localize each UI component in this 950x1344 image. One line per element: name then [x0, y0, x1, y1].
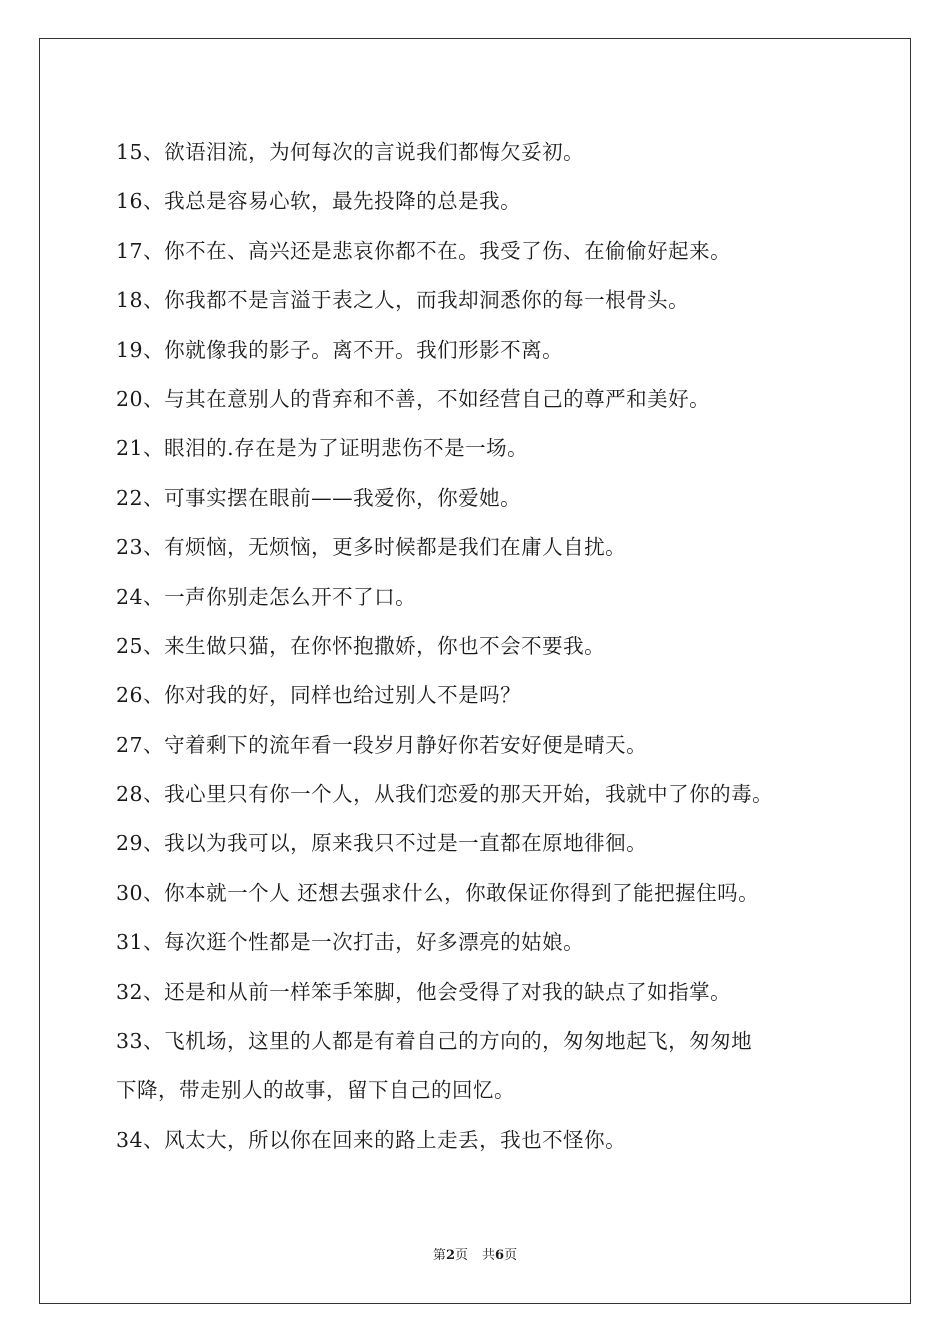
text-line-17: 17、你不在、高兴还是悲哀你都不在。我受了伤、在偷偷好起来。: [116, 238, 732, 263]
text-line-26: 26、你对我的好，同样也给过别人不是吗？: [116, 683, 522, 708]
text-line-29: 29、我以为我可以，原来我只不过是一直都在原地徘徊。: [116, 831, 648, 856]
text-line-27: 27、守着剩下的流年看一段岁月静好你若安好便是晴天。: [116, 732, 648, 757]
text-line-22: 22、可事实摆在眼前——我爱你，你爱她。: [116, 485, 522, 510]
text-line-23: 23、有烦恼，无烦恼，更多时候都是我们在庸人自扰。: [116, 535, 627, 560]
text-line-15: 15、欲语泪流，为何每次的言说我们都悔欠妥初。: [116, 140, 585, 164]
text-line-28: 28、我心里只有你一个人，从我们恋爱的那天开始，我就中了你的毒。: [116, 782, 774, 807]
text-line-19: 19、你就像我的影子。离不开。我们形影不离。: [116, 337, 564, 362]
page-number-prefix: 第: [432, 1248, 446, 1263]
document-body: [116, 128, 856, 1165]
text-line-20: 20、与其在意别人的背弃和不善，不如经营自己的尊严和美好。: [116, 386, 711, 411]
page-number: 2: [445, 1248, 455, 1263]
total-pages-prefix: 共: [482, 1248, 496, 1263]
text-line-34: 34、风太大，所以你在回来的路上走丢，我也不怪你。: [116, 1127, 627, 1152]
text-line-16: 16、我总是容易心软，最先投降的总是我。: [116, 189, 522, 214]
page-footer: [0, 1244, 950, 1263]
page-number-suffix: 页: [454, 1248, 468, 1263]
total-pages-suffix: 页: [504, 1248, 518, 1263]
text-line-31: 31、每次逛个性都是一次打击，好多漂亮的姑娘。: [116, 930, 585, 955]
text-line-24: 24、一声你别走怎么开不了口。: [116, 584, 417, 609]
text-line-33: 33、飞机场，这里的人都是有着自己的方向的，匆匆地起飞，匆匆地: [116, 1029, 753, 1054]
text-line-21: 21、眼泪的.存在是为了证明悲伤不是一场。: [116, 436, 529, 461]
total-pages: 6: [495, 1248, 505, 1263]
text-line-25: 25、来生做只猫，在你怀抱撒娇，你也不会不要我。: [116, 633, 606, 658]
text-line-33-continued: 下降，带走别人的故事，留下自己的回忆。: [116, 1078, 515, 1103]
text-line-32: 32、还是和从前一样笨手笨脚，他会受得了对我的缺点了如指掌。: [116, 979, 732, 1004]
text-line-18: 18、你我都不是言溢于表之人，而我却洞悉你的每一根骨头。: [116, 288, 690, 313]
text-line-30: 30、你本就一个人 还想去强求什么，你敢保证你得到了能把握住吗。: [116, 880, 760, 905]
